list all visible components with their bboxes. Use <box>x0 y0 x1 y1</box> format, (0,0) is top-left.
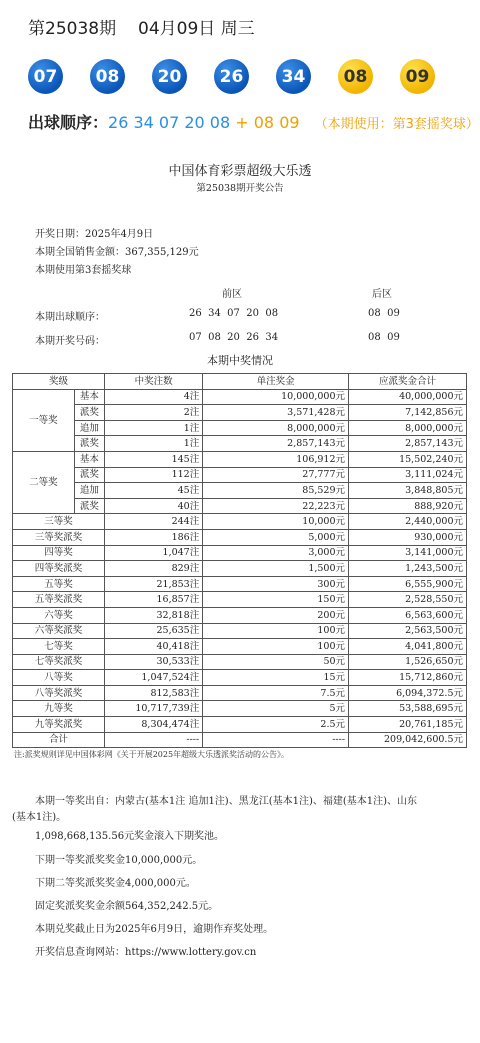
table-cell: 21,853注 <box>105 576 203 592</box>
header-level: 奖级 <box>13 374 105 390</box>
para-next-second-bonus: 下期二等奖派奖奖金4,000,000元。 <box>35 878 196 889</box>
first-prize-label: 一等奖 <box>13 389 75 451</box>
header-unit-prize: 单注奖金 <box>203 374 349 390</box>
info-sales: 本期全国销售金额：367,355,129元 <box>35 247 199 258</box>
table-row <box>13 670 467 686</box>
table-cell: 1,500元 <box>203 561 349 577</box>
table-cell: 40注 <box>105 498 203 514</box>
table-row <box>13 561 467 577</box>
table-cell: 1注 <box>105 436 203 452</box>
front-zone-header: 前区 <box>222 289 242 300</box>
table-row <box>13 685 467 701</box>
table-cell: 五等奖 <box>13 576 105 592</box>
numbers-row-label: 本期开奖号码： <box>35 336 105 347</box>
table-cell: 15,502,240元 <box>349 451 467 467</box>
table-cell: 22,223元 <box>203 498 349 514</box>
table-cell: 100元 <box>203 623 349 639</box>
table-cell: 27,777元 <box>203 467 349 483</box>
table-cell: 1,047注 <box>105 545 203 561</box>
info-ball-set: 本期使用第3套摇奖球 <box>35 265 132 276</box>
front-ball-1: 07 <box>28 59 63 94</box>
table-cell: 15元 <box>203 670 349 686</box>
table-cell: 6,555,900元 <box>349 576 467 592</box>
table-cell: ---- <box>203 732 349 748</box>
prize-section-title: 本期中奖情况 <box>207 354 273 367</box>
table-row <box>13 514 467 530</box>
front-ball-2: 08 <box>90 59 125 94</box>
table-cell: 四等奖派奖 <box>13 561 105 577</box>
para-next-first-bonus: 下期一等奖派奖奖金10,000,000元。 <box>35 855 203 866</box>
table-cell: 25,635注 <box>105 623 203 639</box>
table-cell: 三等奖派奖 <box>13 529 105 545</box>
table-cell: 40,000,000元 <box>349 389 467 405</box>
table-cell: 2.5元 <box>203 717 349 733</box>
table-cell: 5,000元 <box>203 529 349 545</box>
doc-subtitle: 第25038期开奖公告 <box>196 183 284 194</box>
table-row <box>13 732 467 748</box>
table-cell: 1,047,524注 <box>105 670 203 686</box>
info-draw-date: 开奖日期：2025年4月9日 <box>35 229 154 240</box>
table-cell: 300元 <box>203 576 349 592</box>
table-cell: 50元 <box>203 654 349 670</box>
table-cell: 2注 <box>105 405 203 421</box>
draw-date: 04月09日 周三 <box>138 19 255 39</box>
table-row <box>13 451 467 467</box>
order-row-label: 本期出球顺序： <box>35 312 105 323</box>
table-footnote: 注:派奖规则详见中国体彩网《关于开展2025年超级大乐透派奖活动的公告》。 <box>14 750 290 759</box>
table-cell: 八等奖 <box>13 670 105 686</box>
table-cell: 10,717,739注 <box>105 701 203 717</box>
order-row-back: 08 09 <box>368 308 400 319</box>
table-cell: 七等奖派奖 <box>13 654 105 670</box>
table-row <box>13 389 467 405</box>
table-cell: 30,533注 <box>105 654 203 670</box>
table-cell: 派奖 <box>74 405 104 421</box>
table-cell: 5元 <box>203 701 349 717</box>
back-zone-header: 后区 <box>372 289 392 300</box>
draw-order-line <box>28 110 479 133</box>
table-cell: 八等奖派奖 <box>13 685 105 701</box>
table-cell: 2,440,000元 <box>349 514 467 530</box>
header-count: 中奖注数 <box>105 374 203 390</box>
table-cell: 基本 <box>74 451 104 467</box>
table-cell: 2,857,143元 <box>203 436 349 452</box>
table-row <box>13 592 467 608</box>
table-cell: 812,583注 <box>105 685 203 701</box>
winning-balls <box>28 59 435 94</box>
table-row <box>13 623 467 639</box>
table-cell: 8,000,000元 <box>203 420 349 436</box>
table-cell: 7,142,856元 <box>349 405 467 421</box>
table-cell: 1,243,500元 <box>349 561 467 577</box>
table-cell: 8,304,474注 <box>105 717 203 733</box>
table-row <box>13 467 467 483</box>
table-cell: 派奖 <box>74 498 104 514</box>
table-cell: 3,000元 <box>203 545 349 561</box>
table-cell: 2,528,550元 <box>349 592 467 608</box>
header-bar <box>0 0 480 52</box>
table-cell: 合计 <box>13 732 105 748</box>
para-jackpot-rollover: 1,098,668,135.56元奖金滚入下期奖池。 <box>35 831 225 842</box>
table-cell: 85,529元 <box>203 483 349 499</box>
table-cell: 五等奖派奖 <box>13 592 105 608</box>
table-cell: 45注 <box>105 483 203 499</box>
table-cell: 244注 <box>105 514 203 530</box>
table-cell: 七等奖 <box>13 639 105 655</box>
table-cell: 3,571,428元 <box>203 405 349 421</box>
table-cell: 六等奖派奖 <box>13 623 105 639</box>
table-row <box>13 529 467 545</box>
table-cell: 32,818注 <box>105 607 203 623</box>
draw-order-back: 08 09 <box>253 113 300 132</box>
draw-order-front: 26 34 07 20 08 <box>108 113 231 132</box>
table-row <box>13 545 467 561</box>
para-info-website: 开奖信息查询网站：https://www.lottery.gov.cn <box>35 947 257 958</box>
table-cell: ---- <box>105 732 203 748</box>
table-cell: 1,526,650元 <box>349 654 467 670</box>
table-cell: 九等奖派奖 <box>13 717 105 733</box>
table-cell: 829注 <box>105 561 203 577</box>
issue-number: 第25038期 <box>28 19 117 39</box>
table-cell: 186注 <box>105 529 203 545</box>
para-first-prize-regions-cont: (基本1注)。 <box>12 812 67 823</box>
table-cell: 7.5元 <box>203 685 349 701</box>
prize-table <box>12 373 467 748</box>
second-prize-label: 二等奖 <box>13 451 75 513</box>
table-cell: 40,418注 <box>105 639 203 655</box>
draw-order-label: 出球顺序： <box>28 113 109 132</box>
order-row-front: 26 34 07 20 08 <box>189 308 279 319</box>
table-cell: 派奖 <box>74 467 104 483</box>
table-cell: 150元 <box>203 592 349 608</box>
table-cell: 16,857注 <box>105 592 203 608</box>
table-cell: 20,761,185元 <box>349 717 467 733</box>
back-ball-1: 08 <box>338 59 373 94</box>
numbers-row-front: 07 08 20 26 34 <box>189 332 279 343</box>
table-cell: 九等奖 <box>13 701 105 717</box>
table-row <box>13 701 467 717</box>
para-first-prize-regions: 本期一等奖出自：内蒙古(基本1注 追加1注)、黑龙江(基本1注)、福建(基本1注)、山东 <box>35 796 418 807</box>
table-cell: 追加 <box>74 420 104 436</box>
table-cell: 145注 <box>105 451 203 467</box>
table-cell: 112注 <box>105 467 203 483</box>
table-cell: 53,588,695元 <box>349 701 467 717</box>
table-cell: 3,111,024元 <box>349 467 467 483</box>
table-cell: 6,563,600元 <box>349 607 467 623</box>
draw-order-plus: + <box>235 113 249 132</box>
table-cell: 基本 <box>74 389 104 405</box>
table-row <box>13 717 467 733</box>
front-ball-5: 34 <box>276 59 311 94</box>
table-cell: 3,141,000元 <box>349 545 467 561</box>
table-row <box>13 654 467 670</box>
para-claim-deadline: 本期兑奖截止日为2025年6月9日，逾期作弃奖处理。 <box>35 924 274 935</box>
table-cell: 10,000,000元 <box>203 389 349 405</box>
table-cell: 106,912元 <box>203 451 349 467</box>
table-row <box>13 576 467 592</box>
header-total: 应派奖金合计 <box>349 374 467 390</box>
table-row <box>13 639 467 655</box>
table-cell: 200元 <box>203 607 349 623</box>
table-row <box>13 498 467 514</box>
table-cell: 209,042,600.5元 <box>349 732 467 748</box>
table-cell: 10,000元 <box>203 514 349 530</box>
table-cell: 15,712,860元 <box>349 670 467 686</box>
back-ball-2: 09 <box>400 59 435 94</box>
table-row <box>13 483 467 499</box>
table-cell: 6,094,372.5元 <box>349 685 467 701</box>
table-cell: 追加 <box>74 483 104 499</box>
other-prize-rows <box>13 514 467 748</box>
table-row <box>13 436 467 452</box>
para-fixed-bonus-balance: 固定奖派奖奖金余额564,352,242.5元。 <box>35 901 219 912</box>
table-cell: 4,041,800元 <box>349 639 467 655</box>
table-cell: 3,848,805元 <box>349 483 467 499</box>
table-cell: 2,857,143元 <box>349 436 467 452</box>
table-cell: 1注 <box>105 420 203 436</box>
table-cell: 六等奖 <box>13 607 105 623</box>
table-cell: 888,920元 <box>349 498 467 514</box>
front-ball-4: 26 <box>214 59 249 94</box>
doc-title: 中国体育彩票超级大乐透 <box>168 164 312 179</box>
prize-table-header <box>13 374 467 390</box>
front-ball-3: 20 <box>152 59 187 94</box>
table-cell: 四等奖 <box>13 545 105 561</box>
table-row <box>13 607 467 623</box>
table-cell: 4注 <box>105 389 203 405</box>
numbers-row-back: 08 09 <box>368 332 400 343</box>
table-cell: 8,000,000元 <box>349 420 467 436</box>
table-cell: 2,563,500元 <box>349 623 467 639</box>
table-row <box>13 420 467 436</box>
table-cell: 派奖 <box>74 436 104 452</box>
table-cell: 三等奖 <box>13 514 105 530</box>
table-cell: 100元 <box>203 639 349 655</box>
ball-set-note: （本期使用：第3套摇奖球） <box>314 117 479 132</box>
table-row <box>13 405 467 421</box>
table-cell: 930,000元 <box>349 529 467 545</box>
